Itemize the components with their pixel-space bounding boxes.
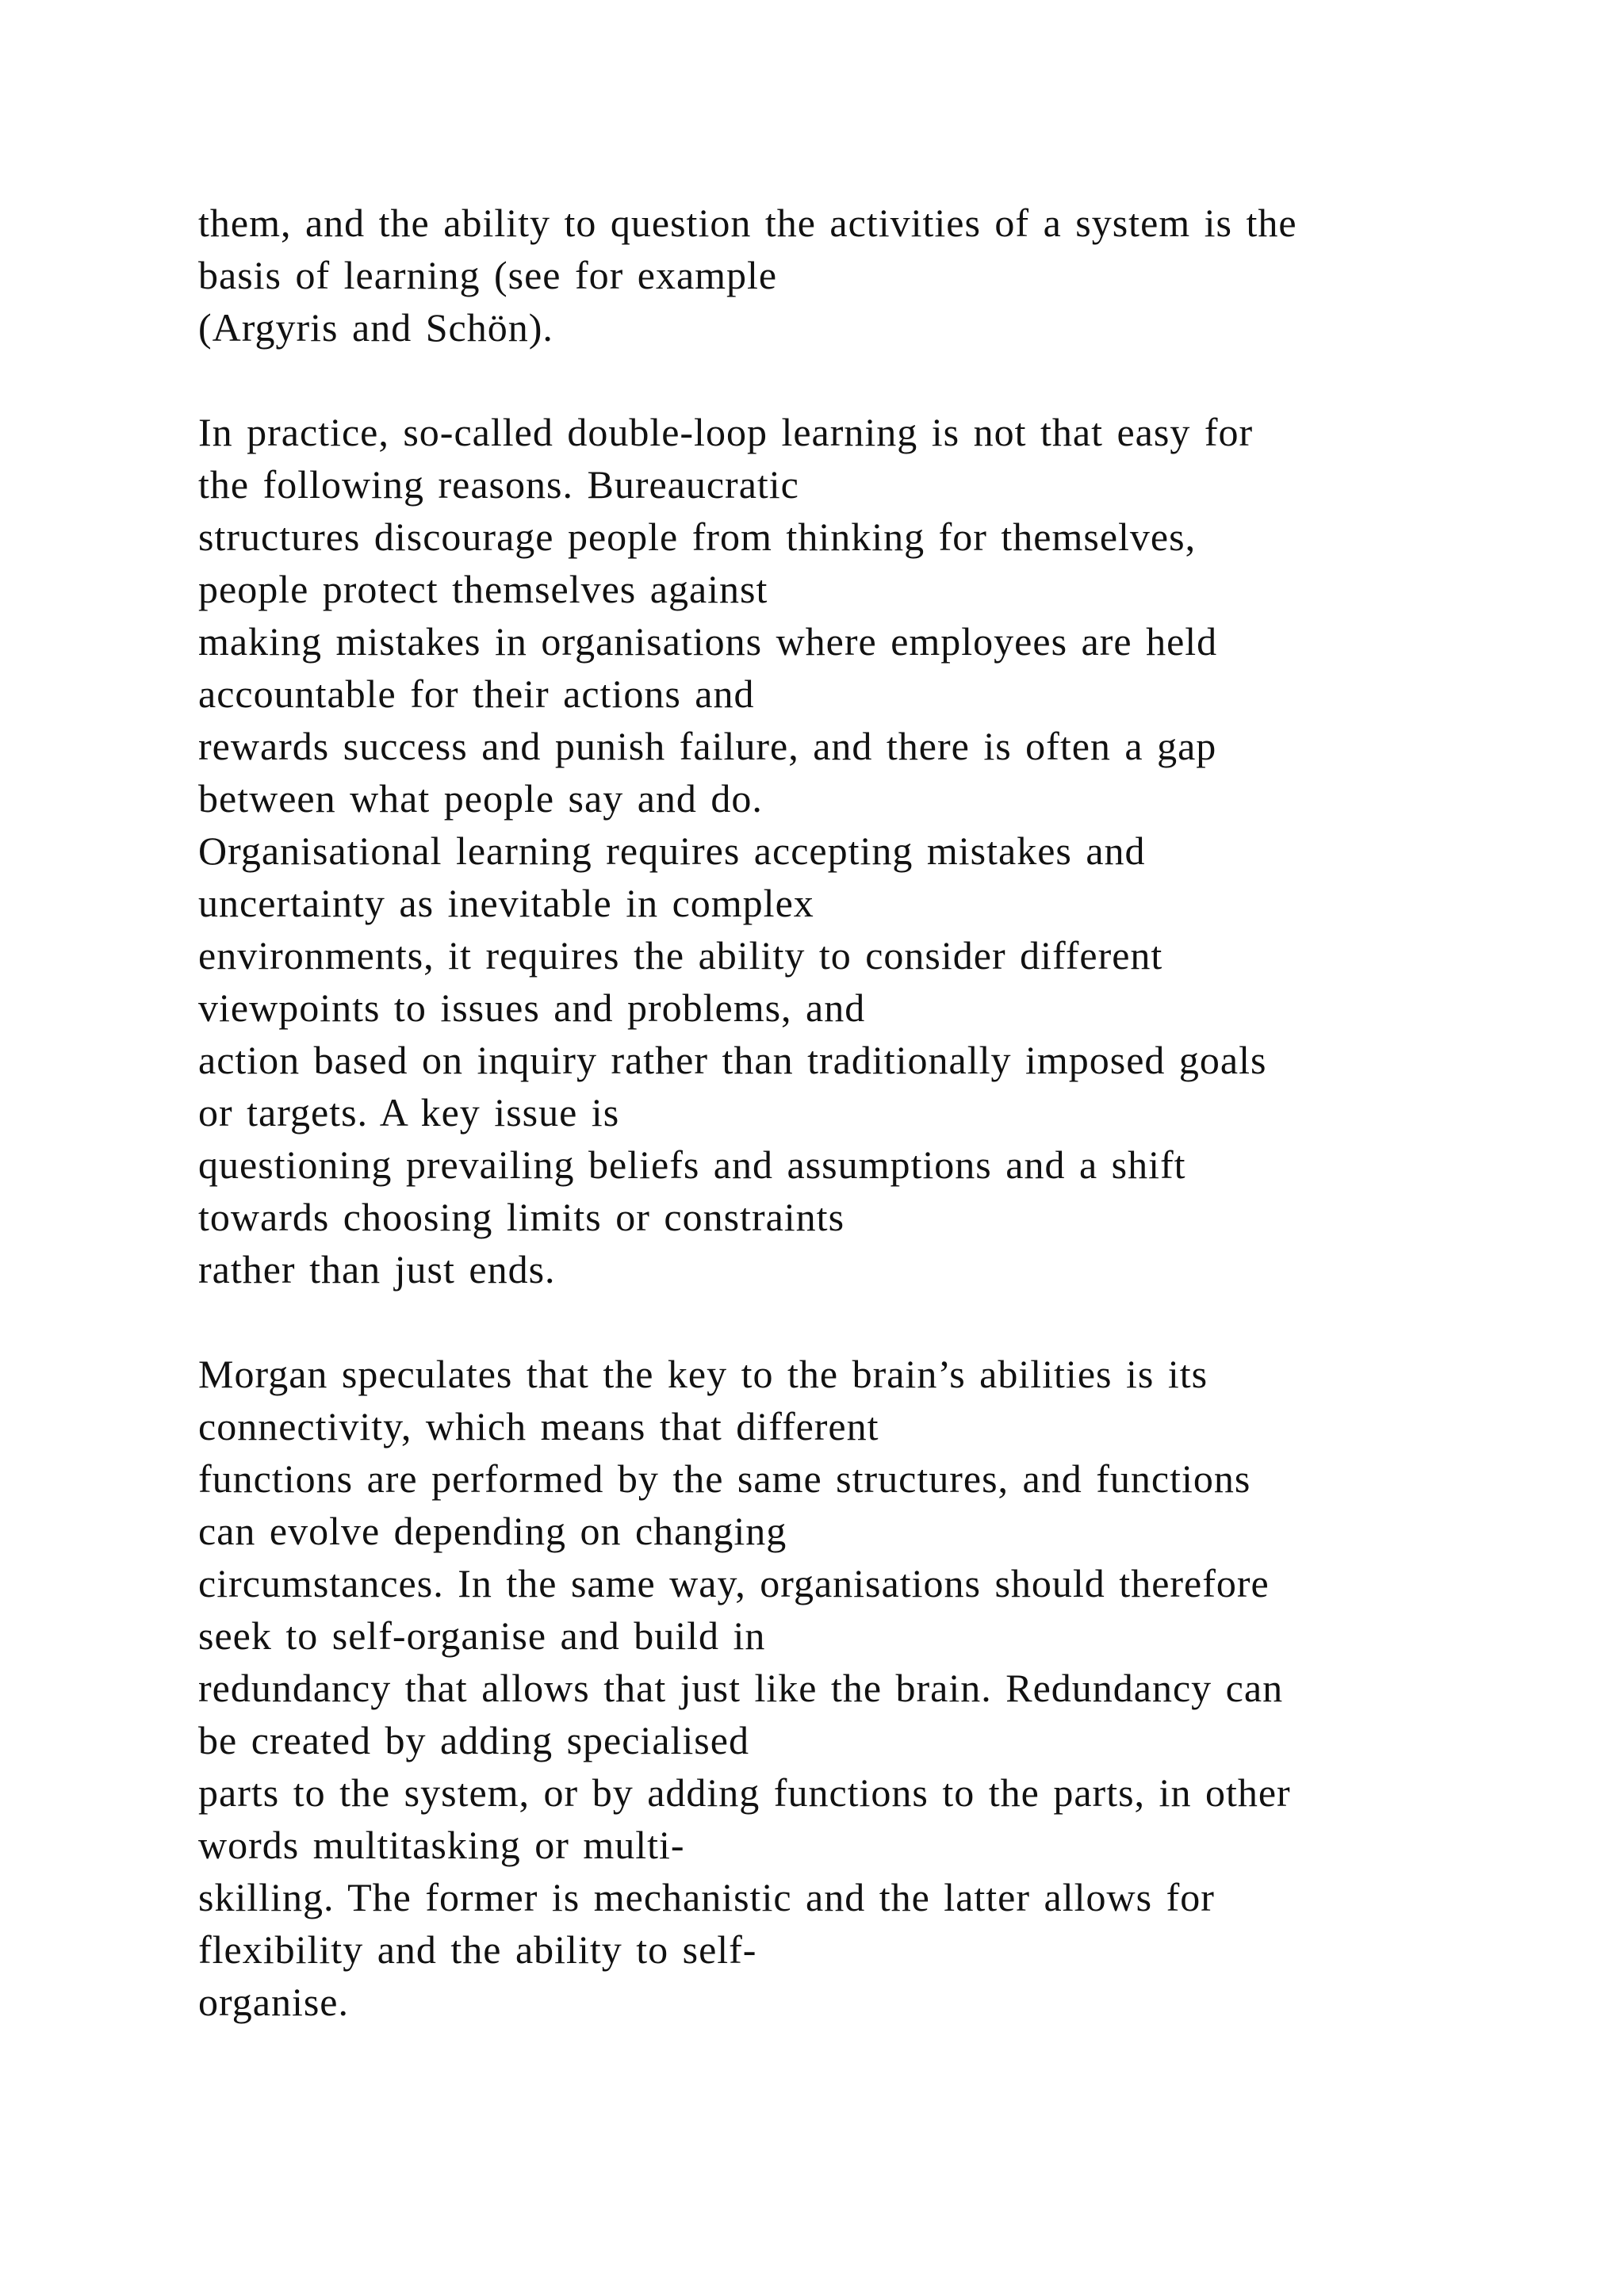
text-line: environments, it requires the ability to consider different xyxy=(198,933,1163,978)
text-line: parts to the system, or by adding functions to the parts, in other xyxy=(198,1770,1291,1815)
text-line: making mistakes in organisations where employees are held xyxy=(198,619,1218,664)
document-body xyxy=(198,197,1594,2028)
text-line: people protect themselves against xyxy=(198,567,768,611)
text-line: functions are performed by the same structures, and functions xyxy=(198,1456,1251,1501)
text-line: towards choosing limits or constraints xyxy=(198,1195,845,1239)
paragraph-brain-connectivity xyxy=(198,1348,1594,2028)
text-line: words multitasking or multi- xyxy=(198,1823,685,1867)
text-line: flexibility and the ability to self- xyxy=(198,1927,757,1972)
text-line: (Argyris and Schön). xyxy=(198,305,553,350)
text-line: Morgan speculates that the key to the brain’s abilities is its xyxy=(198,1352,1208,1396)
paragraph-spacer xyxy=(198,1295,1594,1348)
text-line: between what people say and do. xyxy=(198,776,763,821)
text-line: redundancy that allows that just like the brain. Redundancy can xyxy=(198,1666,1284,1710)
paragraph-spacer xyxy=(198,354,1594,406)
text-line: accountable for their actions and xyxy=(198,672,755,716)
text-line: rather than just ends. xyxy=(198,1247,556,1292)
text-line: action based on inquiry rather than traditionally imposed goals xyxy=(198,1038,1267,1082)
text-line: be created by adding specialised xyxy=(198,1718,749,1762)
text-line: questioning prevailing beliefs and assumptions and a shift xyxy=(198,1142,1186,1187)
text-line: viewpoints to issues and problems, and xyxy=(198,985,866,1030)
text-line: seek to self-organise and build in xyxy=(198,1613,766,1658)
text-line: connectivity, which means that different xyxy=(198,1404,879,1448)
paragraph-double-loop-learning xyxy=(198,406,1594,1295)
text-line: Organisational learning requires accepting mistakes and xyxy=(198,828,1146,873)
text-line: circumstances. In the same way, organisations should therefore xyxy=(198,1561,1270,1605)
text-line: skilling. The former is mechanistic and the latter allows for xyxy=(198,1875,1215,1919)
paragraph-learning-intro xyxy=(198,197,1594,354)
text-line: basis of learning (see for example xyxy=(198,253,778,297)
text-line: uncertainty as inevitable in complex xyxy=(198,881,814,925)
text-line: or targets. A key issue is xyxy=(198,1090,620,1135)
text-line: the following reasons. Bureaucratic xyxy=(198,462,799,507)
text-line: them, and the ability to question the activities of a system is the xyxy=(198,201,1297,245)
text-line: In practice, so-called double-loop learning is not that easy for xyxy=(198,410,1254,454)
text-line: organise. xyxy=(198,1980,349,2024)
text-line: can evolve depending on changing xyxy=(198,1509,787,1553)
text-line: rewards success and punish failure, and there is often a gap xyxy=(198,724,1217,768)
text-line: structures discourage people from thinking for themselves, xyxy=(198,515,1197,559)
